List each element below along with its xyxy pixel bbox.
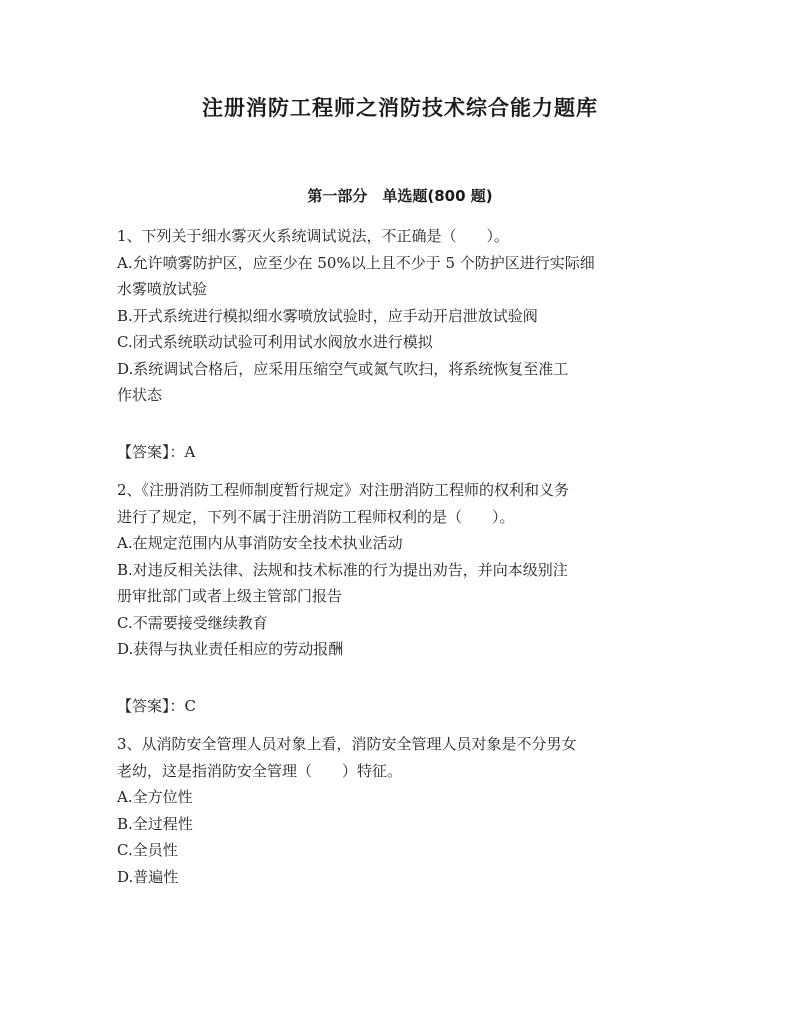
question-3 [117,731,687,890]
question-stem: 3、从消防安全管理人员对象上看，消防安全管理人员对象是不分男女 [117,735,577,753]
option-c: C.全员性 [117,841,178,859]
option-a: A.允许喷雾防护区，应至少在 50%以上且不少于 5 个防护区进行实际细 水雾喷放试验 [117,253,595,298]
option-d: D.系统调试合格后，应采用压缩空气或氮气吹扫，将系统恢复至准工 作状态 [117,359,569,404]
option-a: A.在规定范围内从事消防安全技术执业活动 [117,534,403,552]
question-stem: 进行了规定，下列不属于注册消防工程师权利的是（ ）。 [117,507,515,526]
option-c: C.不需要接受继续教育 [117,613,268,632]
option-d: D.获得与执业责任相应的劳动报酬 [117,640,344,658]
question-1 [117,223,687,465]
answer-label: 【答案】：A [117,442,196,461]
option-c: C.闭式系统联动试验可利用试水阀放水进行模拟 [117,333,433,351]
question-stem: 1、下列关于细水雾灭火系统调试说法，不正确是（ ）。 [117,227,510,245]
option-b: B.全过程性 [117,814,193,833]
question-stem: 老幼，这是指消防安全管理（ ）特征。 [117,761,403,780]
question-2 [117,477,687,719]
option-b: B.对违反相关法律、法规和技术标准的行为提出劝告，并向本级别注 册审批部门或者上级主管部门报告 [117,560,568,605]
option-b: B.开式系统进行模拟细水雾喷放试验时，应手动开启泄放试验阀 [117,306,538,325]
question-stem: 2、《注册消防工程师制度暂行规定》对注册消防工程师的权利和义务 [117,481,570,499]
document-title: 注册消防工程师之消防技术综合能力题库 [202,96,598,120]
answer-label: 【答案】：C [117,696,196,715]
question-list [117,223,687,890]
option-a: A.全方位性 [117,788,193,806]
section-title: 第一部分 单选题(800 题) [307,187,493,205]
option-d: D.普遍性 [117,867,179,886]
